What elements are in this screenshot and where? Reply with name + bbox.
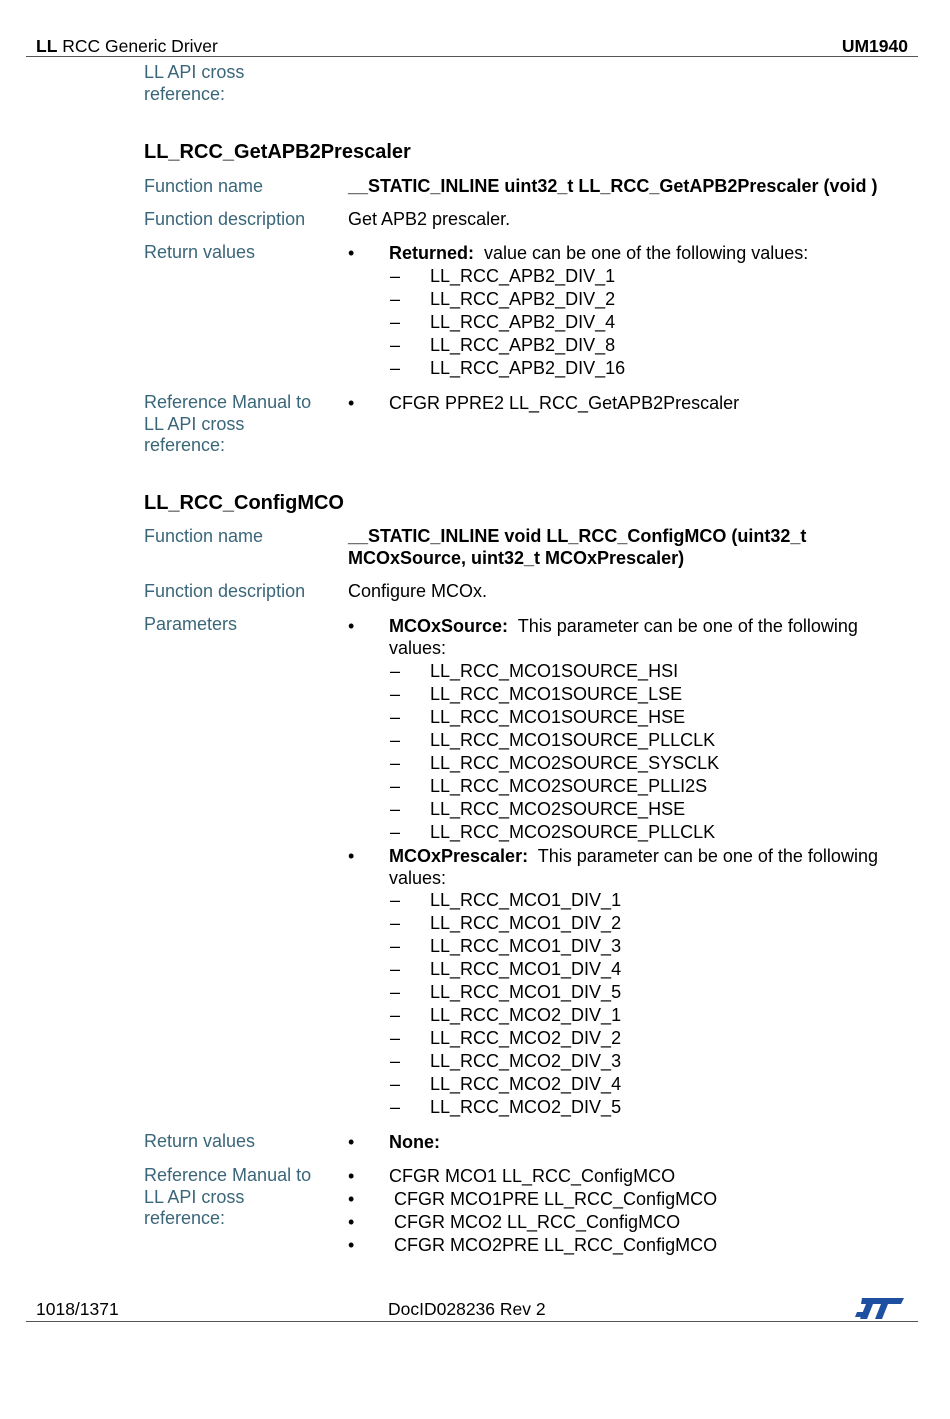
reference-item: CFGR MCO2PRE LL_RCC_ConfigMCO (394, 1235, 718, 1255)
list-item: LL_RCC_MCO2_DIV_1 (430, 1005, 622, 1025)
list-item: LL_RCC_MCO1_DIV_1 (430, 890, 622, 910)
function-name-label: Function name (144, 526, 264, 546)
list-item: LL_RCC_MCO2SOURCE_SYSCLK (430, 753, 720, 773)
header-title-bold: LL (36, 36, 58, 56)
parameters-label: Parameters (144, 614, 238, 634)
page-header (26, 36, 918, 57)
list-item: LL_RCC_MCO2SOURCE_PLLI2S (430, 776, 708, 796)
bullet-icon: • (348, 393, 355, 413)
dash-icon: – (390, 822, 401, 842)
list-item: LL_RCC_MCO1SOURCE_HSE (430, 707, 686, 727)
dash-icon: – (390, 913, 401, 933)
dash-icon: – (390, 1051, 401, 1071)
reference-item: CFGR MCO2 LL_RCC_ConfigMCO (394, 1212, 681, 1232)
list-item: LL_RCC_MCO2_DIV_4 (430, 1074, 622, 1094)
bullet-icon: • (348, 1166, 355, 1186)
param-mcoxprescaler-desc: This parameter can be one of the following values: (389, 846, 878, 888)
section-title-getapb2prescaler: LL_RCC_GetAPB2Prescaler (144, 141, 411, 163)
param-mcoxsource-text (389, 616, 914, 659)
page-footer (26, 1299, 918, 1322)
dash-icon: – (390, 776, 401, 796)
dash-icon: – (390, 936, 401, 956)
function-description-label: Function description (144, 581, 306, 601)
function-name-label: Function name (144, 176, 264, 196)
reference-item: CFGR PPRE2 LL_RCC_GetAPB2Prescaler (389, 393, 740, 413)
dash-icon: – (390, 312, 401, 332)
function-description-value: Configure MCOx. (348, 581, 488, 601)
reference-item: CFGR MCO1PRE LL_RCC_ConfigMCO (394, 1189, 718, 1209)
header-doc-code: UM1940 (841, 36, 908, 56)
list-item: LL_RCC_APB2_DIV_16 (430, 358, 626, 378)
list-item: LL_RCC_MCO1SOURCE_LSE (430, 684, 683, 704)
reference-item: CFGR MCO1 LL_RCC_ConfigMCO (389, 1166, 676, 1186)
bullet-icon: • (348, 1189, 355, 1209)
list-item: LL_RCC_MCO2_DIV_3 (430, 1051, 622, 1071)
bullet-icon: • (348, 846, 355, 866)
dash-icon: – (390, 1097, 401, 1117)
doc-id: DocID028236 Rev 2 (388, 1299, 546, 1319)
list-item: LL_RCC_MCO2SOURCE_PLLCLK (430, 822, 716, 842)
bullet-icon: • (348, 1212, 355, 1232)
st-logo-icon (854, 1295, 906, 1321)
bullet-icon: • (348, 243, 355, 263)
dash-icon: – (390, 684, 401, 704)
dash-icon: – (390, 982, 401, 1002)
return-values-label: Return values (144, 1131, 256, 1151)
dash-icon: – (390, 358, 401, 378)
function-description-label: Function description (144, 209, 306, 229)
dash-icon: – (390, 289, 401, 309)
list-item: LL_RCC_MCO1SOURCE_PLLCLK (430, 730, 716, 750)
param-mcoxprescaler-bold: MCOxPrescaler: (389, 846, 529, 866)
dash-icon: – (390, 799, 401, 819)
header-title-rest: RCC Generic Driver (62, 36, 218, 56)
bullet-icon: • (348, 1132, 355, 1152)
return-values-text (389, 243, 808, 265)
param-mcoxsource-desc: This parameter can be one of the following values: (389, 616, 858, 658)
list-item: LL_RCC_MCO1_DIV_5 (430, 982, 622, 1002)
list-item: LL_RCC_MCO1_DIV_3 (430, 936, 622, 956)
list-item: LL_RCC_MCO2SOURCE_HSE (430, 799, 686, 819)
dash-icon: – (390, 1074, 401, 1094)
list-item: LL_RCC_MCO1SOURCE_HSI (430, 661, 679, 681)
dash-icon: – (390, 335, 401, 355)
list-item: LL_RCC_MCO1_DIV_2 (430, 913, 622, 933)
list-item: LL_RCC_MCO1_DIV_4 (430, 959, 622, 979)
dash-icon: – (390, 707, 401, 727)
section-title-configmco: LL_RCC_ConfigMCO (144, 492, 344, 514)
return-values-desc: value can be one of the following values: (484, 243, 809, 263)
list-item: LL_RCC_APB2_DIV_2 (430, 289, 616, 309)
dash-icon: – (390, 753, 401, 773)
bullet-icon: • (348, 1235, 355, 1255)
return-values-none: None: (389, 1132, 440, 1152)
dash-icon: – (390, 661, 401, 681)
function-description-value: Get APB2 prescaler. (348, 209, 511, 229)
list-item: LL_RCC_APB2_DIV_4 (430, 312, 616, 332)
list-item: LL_RCC_MCO2_DIV_5 (430, 1097, 622, 1117)
function-name-value: __STATIC_INLINE uint32_t LL_RCC_GetAPB2Prescaler (void ) (348, 176, 878, 196)
header-title (36, 36, 218, 57)
list-item: LL_RCC_MCO2_DIV_2 (430, 1028, 622, 1048)
dash-icon: – (390, 959, 401, 979)
reference-manual-label: Reference Manual to LL API cross reference: (144, 392, 312, 456)
return-values-label: Return values (144, 242, 256, 262)
dash-icon: – (390, 1005, 401, 1025)
top-continuation-label: LL API cross reference: (144, 62, 245, 104)
dash-icon: – (390, 890, 401, 910)
list-item: LL_RCC_APB2_DIV_8 (430, 335, 616, 355)
param-mcoxsource-bold: MCOxSource: (389, 616, 509, 636)
list-item: LL_RCC_APB2_DIV_1 (430, 266, 616, 286)
param-mcoxprescaler-text (389, 846, 914, 889)
dash-icon: – (390, 266, 401, 286)
dash-icon: – (390, 730, 401, 750)
dash-icon: – (390, 1028, 401, 1048)
bullet-icon: • (348, 616, 355, 636)
page-number: 1018/1371 (36, 1299, 119, 1319)
function-name-value: __STATIC_INLINE void LL_RCC_ConfigMCO (uint32_t MCOxSource, uint32_t MCOxPrescaler) (348, 526, 807, 568)
reference-manual-label: Reference Manual to LL API cross reference: (144, 1165, 312, 1229)
return-values-bold: Returned: (389, 243, 474, 263)
